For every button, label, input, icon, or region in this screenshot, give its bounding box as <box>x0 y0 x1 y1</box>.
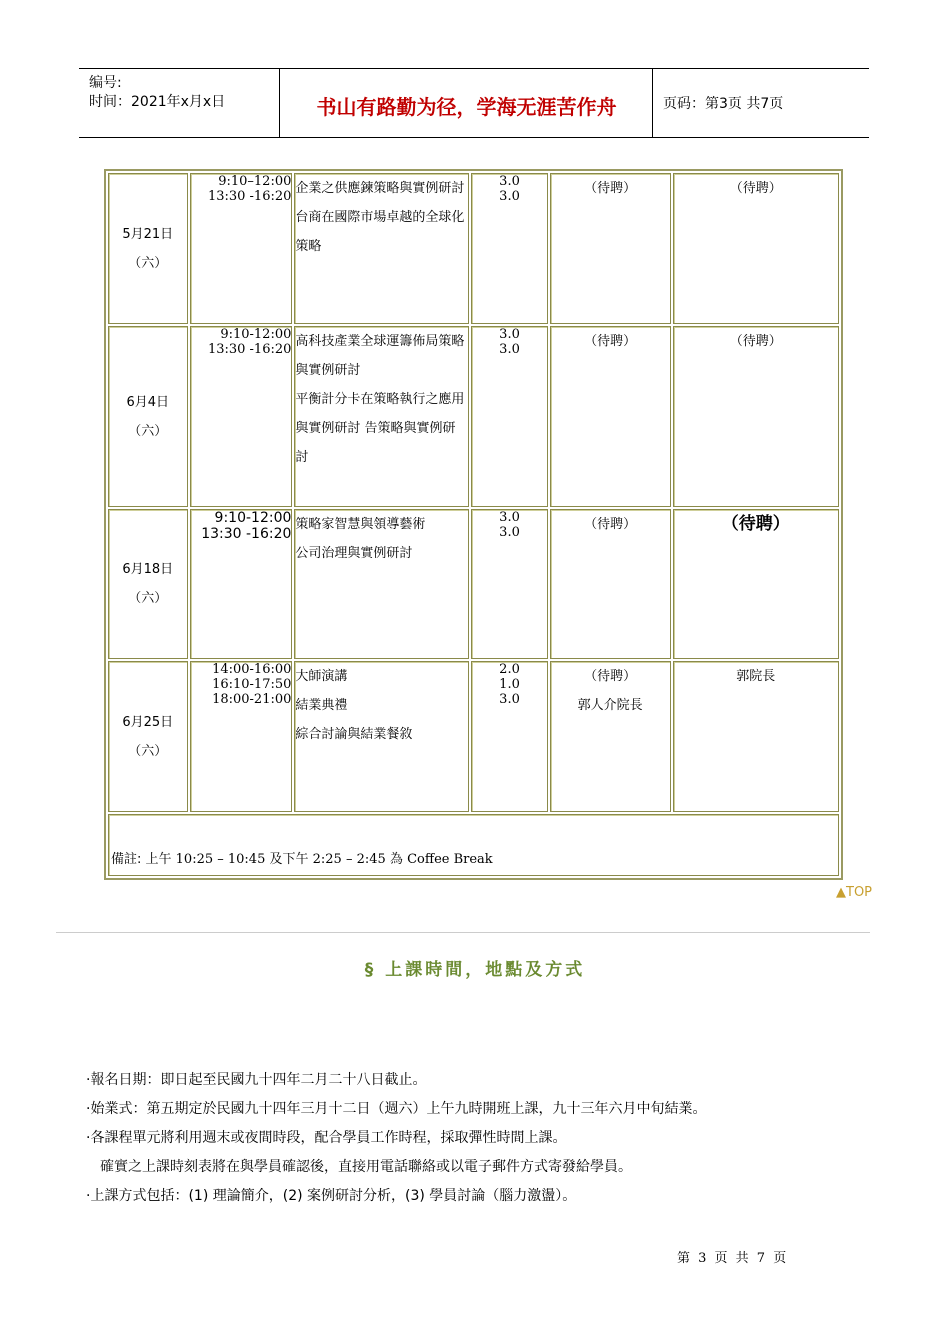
hours-cell <box>471 326 547 507</box>
session-topic: 綜合討論與結業餐敘 <box>295 727 413 743</box>
header-divider <box>652 69 653 137</box>
session-speaker: （待聘） <box>584 669 637 685</box>
session-time: 13:30 -16:20 <box>207 342 292 358</box>
note-suffix: 為 <box>389 852 403 867</box>
time-label: 时间：2021年x月x日 <box>89 94 226 110</box>
info-line: ·各課程單元將利用週末或夜間時段，配合學員工作時程，採取彈性時間上課。 <box>86 1130 567 1146</box>
schedule-row <box>108 509 839 659</box>
session-topic: 公司治理與實例研討 <box>295 545 413 561</box>
topic-cell <box>294 173 469 324</box>
session-time: 9:10–12:00 <box>218 174 292 189</box>
schedule-row <box>108 173 839 324</box>
number-label: 编号: <box>89 75 122 91</box>
page-header <box>79 68 869 138</box>
session-moderator: （待聘） <box>729 181 782 196</box>
info-line: ·上課方式包括：(1) 理論簡介，(2) 案例研討分析，(3) 學員討論（腦力激盪）。 <box>86 1188 577 1204</box>
session-hours: 3.0 <box>499 692 520 708</box>
note-prefix: 備註: 上午 <box>111 852 172 867</box>
topic-cell <box>294 509 469 659</box>
weekday-text: （六） <box>128 423 168 439</box>
weekday-text: （六） <box>128 255 168 271</box>
session-time: 14:00-16:00 <box>212 662 292 678</box>
moderator-cell <box>673 509 839 659</box>
session-time: 13:30 -16:20 <box>201 525 292 542</box>
date-cell <box>108 509 188 659</box>
note-row <box>108 814 839 876</box>
date-text: 6月25日 <box>122 714 174 730</box>
speaker-cell <box>550 173 671 324</box>
time-cell <box>190 661 293 811</box>
hours-cell <box>471 661 547 811</box>
page-footer: 第 3 页 共 7 页 <box>677 1251 787 1266</box>
session-hours: 3.0 <box>499 342 520 358</box>
session-moderator: （待聘） <box>729 334 782 350</box>
session-hours: 3.0 <box>499 189 520 204</box>
session-topic: 企業之供應鍊策略與實例研討 <box>295 181 465 196</box>
date-cell <box>108 326 188 507</box>
session-topic: 台商在國際市場卓越的全球化策略 <box>295 210 465 254</box>
info-line: 確實之上課時刻表將在與學員確認後，直接用電話聯絡或以電子郵件方式寄發給學員。 <box>86 1159 632 1175</box>
topic-cell <box>294 326 469 507</box>
date-text: 6月18日 <box>122 562 174 578</box>
date-text: 6月4日 <box>126 394 170 410</box>
session-topic: 平衡計分卡在策略執行之應用與實例研討 告策略與實例研討 <box>295 392 465 466</box>
weekday-text: （六） <box>128 591 168 607</box>
session-hours: 3.0 <box>499 524 520 540</box>
session-time: 9:10-12:00 <box>220 327 292 343</box>
session-hours: 3.0 <box>499 509 520 525</box>
speaker-cell <box>550 509 671 659</box>
session-speaker: （待聘） <box>584 516 637 532</box>
session-hours: 3.0 <box>499 174 520 189</box>
note-time-am: 10:25 – 10:45 <box>171 852 270 867</box>
hours-cell <box>471 173 547 324</box>
note-time-pm: 2:25 – 2:45 <box>308 852 390 867</box>
session-time: 18:00-21:00 <box>212 692 292 708</box>
session-speaker: （待聘） <box>584 181 637 196</box>
session-time: 9:10-12:00 <box>214 509 292 526</box>
moderator-cell <box>673 661 839 811</box>
session-hours: 2.0 <box>499 662 520 678</box>
schedule-row <box>108 661 839 811</box>
section-title: § 上課時間，地點及方式 <box>364 960 586 980</box>
session-speaker: （待聘） <box>584 334 637 350</box>
note-cell <box>108 814 839 876</box>
note-coffee: Coffee Break <box>402 852 493 867</box>
time-cell <box>190 326 293 507</box>
moderator-cell <box>673 326 839 507</box>
header-motto: 书山有路勤为径，学海无涯苦作舟 <box>316 95 617 119</box>
info-line: ·報名日期：即日起至民國九十四年二月二十八日截止。 <box>86 1072 427 1088</box>
session-topic: 策略家智慧與領導藝術 <box>295 516 426 532</box>
schedule-row <box>108 326 839 507</box>
session-speaker-name: 郭人介院長 <box>577 698 643 714</box>
session-moderator: 郭院長 <box>736 669 776 685</box>
speaker-cell <box>550 661 671 811</box>
date-cell <box>108 661 188 811</box>
header-divider <box>279 69 280 137</box>
note-mid: 及下午 <box>269 852 309 867</box>
moderator-cell <box>673 173 839 324</box>
weekday-text: （六） <box>128 743 168 759</box>
section-divider <box>56 932 870 933</box>
course-info <box>86 1066 706 1211</box>
session-topic: 高科技產業全球運籌佈局策略與實例研討 <box>295 334 465 379</box>
hours-cell <box>471 509 547 659</box>
session-hours: 3.0 <box>499 327 520 343</box>
page-indicator: 页码：第3页 共7页 <box>663 96 784 112</box>
speaker-cell <box>550 326 671 507</box>
date-text: 5月21日 <box>122 226 174 242</box>
back-to-top-link[interactable]: ▲TOP <box>836 885 873 900</box>
session-hours: 1.0 <box>499 677 520 693</box>
info-line: ·始業式：第五期定於民國九十四年三月十二日（週六）上午九時開班上課，九十三年六月中旬結業。 <box>86 1101 707 1117</box>
session-topic: 結業典禮 <box>295 698 348 714</box>
session-time: 13:30 -16:20 <box>207 189 292 204</box>
date-cell <box>108 173 188 324</box>
time-cell <box>190 173 293 324</box>
session-time: 16:10-17:50 <box>212 677 292 693</box>
session-moderator: （待聘） <box>721 513 790 534</box>
session-topic: 大師演講 <box>295 669 348 685</box>
schedule-table <box>104 169 843 880</box>
header-meta <box>89 74 279 112</box>
topic-cell <box>294 661 469 811</box>
time-cell <box>190 509 293 659</box>
